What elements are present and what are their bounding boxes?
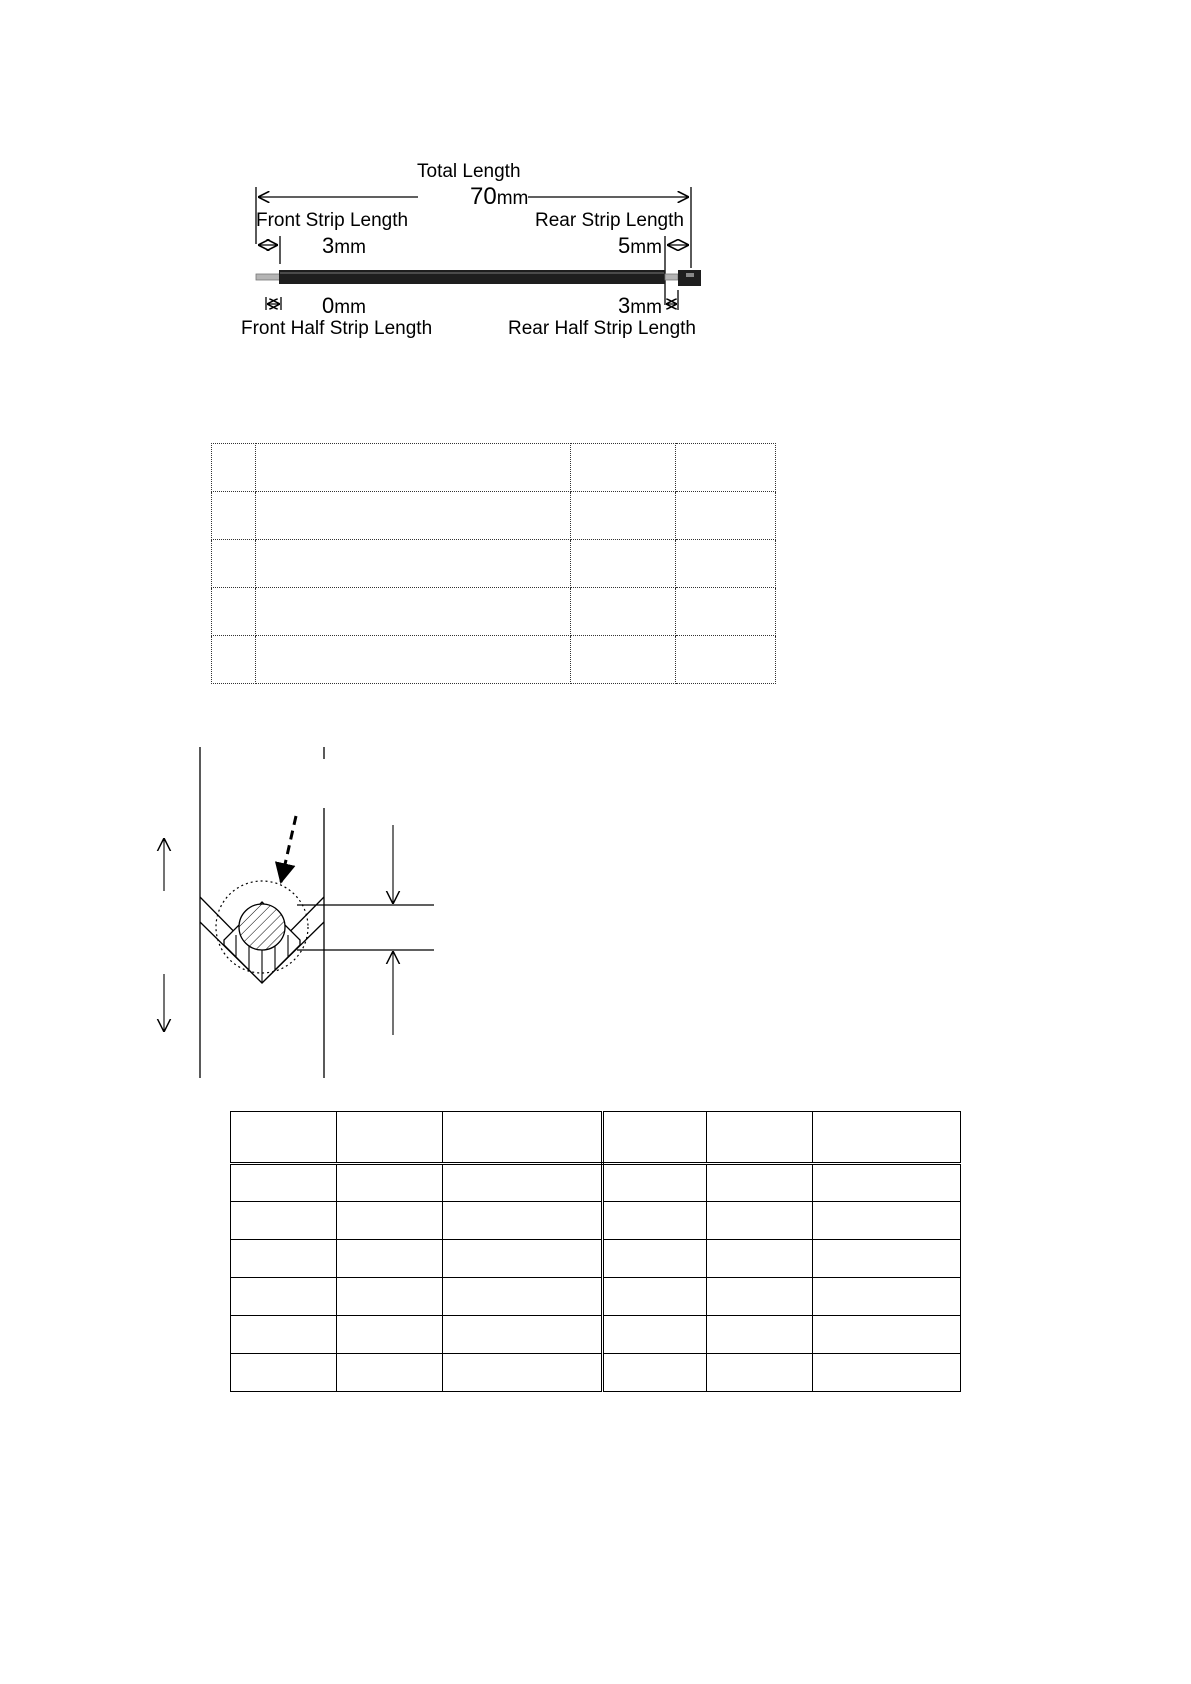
table-cell [212, 444, 256, 492]
table-cell [676, 444, 776, 492]
table-row [231, 1316, 961, 1354]
table-cell [571, 540, 676, 588]
table-header-row [231, 1112, 961, 1164]
strip-length-diagram [0, 0, 1191, 360]
table-cell [231, 1278, 337, 1316]
table-cell [676, 492, 776, 540]
total-length-label: Total Length [417, 161, 521, 182]
table-row [231, 1240, 961, 1278]
wire-insulation [279, 270, 665, 284]
table-cell [212, 588, 256, 636]
dotted-table [211, 443, 776, 684]
table-cell [813, 1316, 961, 1354]
total-length-value: 70mm [470, 183, 529, 210]
table-cell [212, 492, 256, 540]
table-cell [571, 492, 676, 540]
crimp-cross-section-diagram [0, 730, 1191, 1090]
rear-strip-value: 5mm [618, 233, 662, 258]
table-cell [231, 1354, 337, 1392]
table-cell [813, 1202, 961, 1240]
table-cell [231, 1240, 337, 1278]
table-cell [337, 1240, 443, 1278]
table-cell [571, 588, 676, 636]
table-cell [571, 444, 676, 492]
table-cell [603, 1202, 707, 1240]
rear-half-value: 3mm [618, 293, 662, 318]
table-row [231, 1202, 961, 1240]
table-cell [571, 636, 676, 684]
front-half-value: 0mm [322, 293, 366, 318]
table-cell [256, 492, 571, 540]
table-cell [443, 1164, 603, 1202]
table-row [212, 636, 776, 684]
table-row [212, 540, 776, 588]
table-cell [813, 1164, 961, 1202]
table-cell [707, 1240, 813, 1278]
table-cell [231, 1164, 337, 1202]
table-cell [603, 1240, 707, 1278]
table-cell [443, 1278, 603, 1316]
table-cell [813, 1240, 961, 1278]
rear-conductor [665, 274, 678, 280]
table-row [212, 444, 776, 492]
front-strip-label: Front Strip Length [256, 210, 409, 231]
table-cell [231, 1202, 337, 1240]
table-cell [443, 1316, 603, 1354]
table-cell [603, 1164, 707, 1202]
table-cell [337, 1354, 443, 1392]
table-cell [256, 540, 571, 588]
table-header-cell [707, 1112, 813, 1164]
table-cell [676, 540, 776, 588]
rear-strip-label: Rear Strip Length [535, 210, 684, 231]
table-cell [707, 1278, 813, 1316]
rear-half-label: Rear Half Strip Length [508, 318, 696, 339]
table-header-cell [813, 1112, 961, 1164]
table-cell [256, 588, 571, 636]
front-conductor [256, 274, 280, 280]
table-cell [443, 1240, 603, 1278]
table-row [212, 588, 776, 636]
table-cell [707, 1202, 813, 1240]
rear-insulation-slug [678, 270, 701, 286]
front-half-label: Front Half Strip Length [241, 318, 433, 339]
table-header-cell [337, 1112, 443, 1164]
table-header-cell [231, 1112, 337, 1164]
table-cell [231, 1316, 337, 1354]
table-cell [212, 540, 256, 588]
table-cell [443, 1202, 603, 1240]
table-row [231, 1354, 961, 1392]
front-strip-value: 3mm [322, 233, 366, 258]
table-cell [212, 636, 256, 684]
table-cell [707, 1316, 813, 1354]
table-cell [707, 1354, 813, 1392]
table-header-cell [443, 1112, 603, 1164]
table-row [231, 1278, 961, 1316]
table-cell [337, 1316, 443, 1354]
rear-slug-highlight [686, 273, 694, 277]
table-cell [676, 588, 776, 636]
table-cell [256, 636, 571, 684]
table-cell [337, 1202, 443, 1240]
table-cell [603, 1354, 707, 1392]
table-cell [337, 1278, 443, 1316]
table-cell [813, 1354, 961, 1392]
table-cell [707, 1164, 813, 1202]
double-line-table [230, 1111, 961, 1392]
table-cell [603, 1278, 707, 1316]
table-cell [813, 1278, 961, 1316]
table-row [231, 1164, 961, 1202]
table-header-cell [603, 1112, 707, 1164]
dashed-pointer-arrow [281, 816, 296, 882]
table-cell [443, 1354, 603, 1392]
table-cell [676, 636, 776, 684]
table-row [212, 492, 776, 540]
table-cell [603, 1316, 707, 1354]
table-cell [337, 1164, 443, 1202]
table-cell [256, 444, 571, 492]
